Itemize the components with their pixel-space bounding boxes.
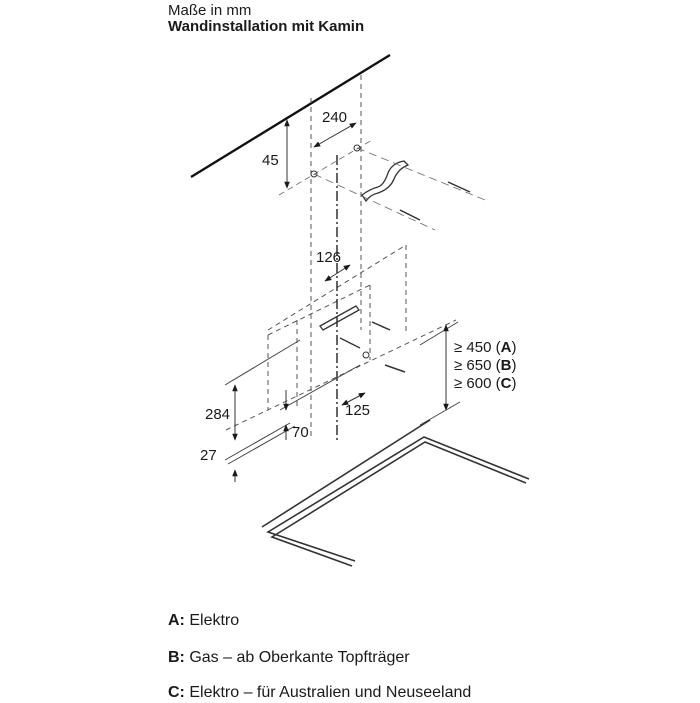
legend-item-a: A: Elektro [168,612,240,629]
units-label: Maße in mm [168,2,252,19]
svg-text:≥ 650 (B): ≥ 650 (B) [454,357,517,374]
svg-text:≥ 450 (A): ≥ 450 (A) [454,339,517,356]
dim-45: 45 [262,152,279,169]
dim-27: 27 [200,447,217,464]
diagram-title: Wandinstallation mit Kamin [168,18,365,35]
clearance-b: ≥ 650 ( [454,357,501,374]
svg-text:≥ 600 (C): ≥ 600 (C) [454,375,517,392]
dim-125: 125 [345,402,371,419]
clearance-a: ≥ 450 ( [454,339,501,356]
legend-item-c: C: Elektro – für Australien und Neuseeland [168,684,472,701]
legend-item-b: B: Gas – ab Oberkante Topfträger [168,649,410,666]
cooktop-outline [262,420,529,566]
wall-bracket-top [362,161,408,201]
dim-240: 240 [322,109,348,126]
dim-284: 284 [205,406,231,423]
clearance-c: ≥ 600 ( [454,375,501,392]
wall-bracket-middle [320,306,359,330]
dim-70: 70 [292,424,309,441]
ceiling-line [191,55,390,177]
dim-126: 126 [316,249,342,266]
